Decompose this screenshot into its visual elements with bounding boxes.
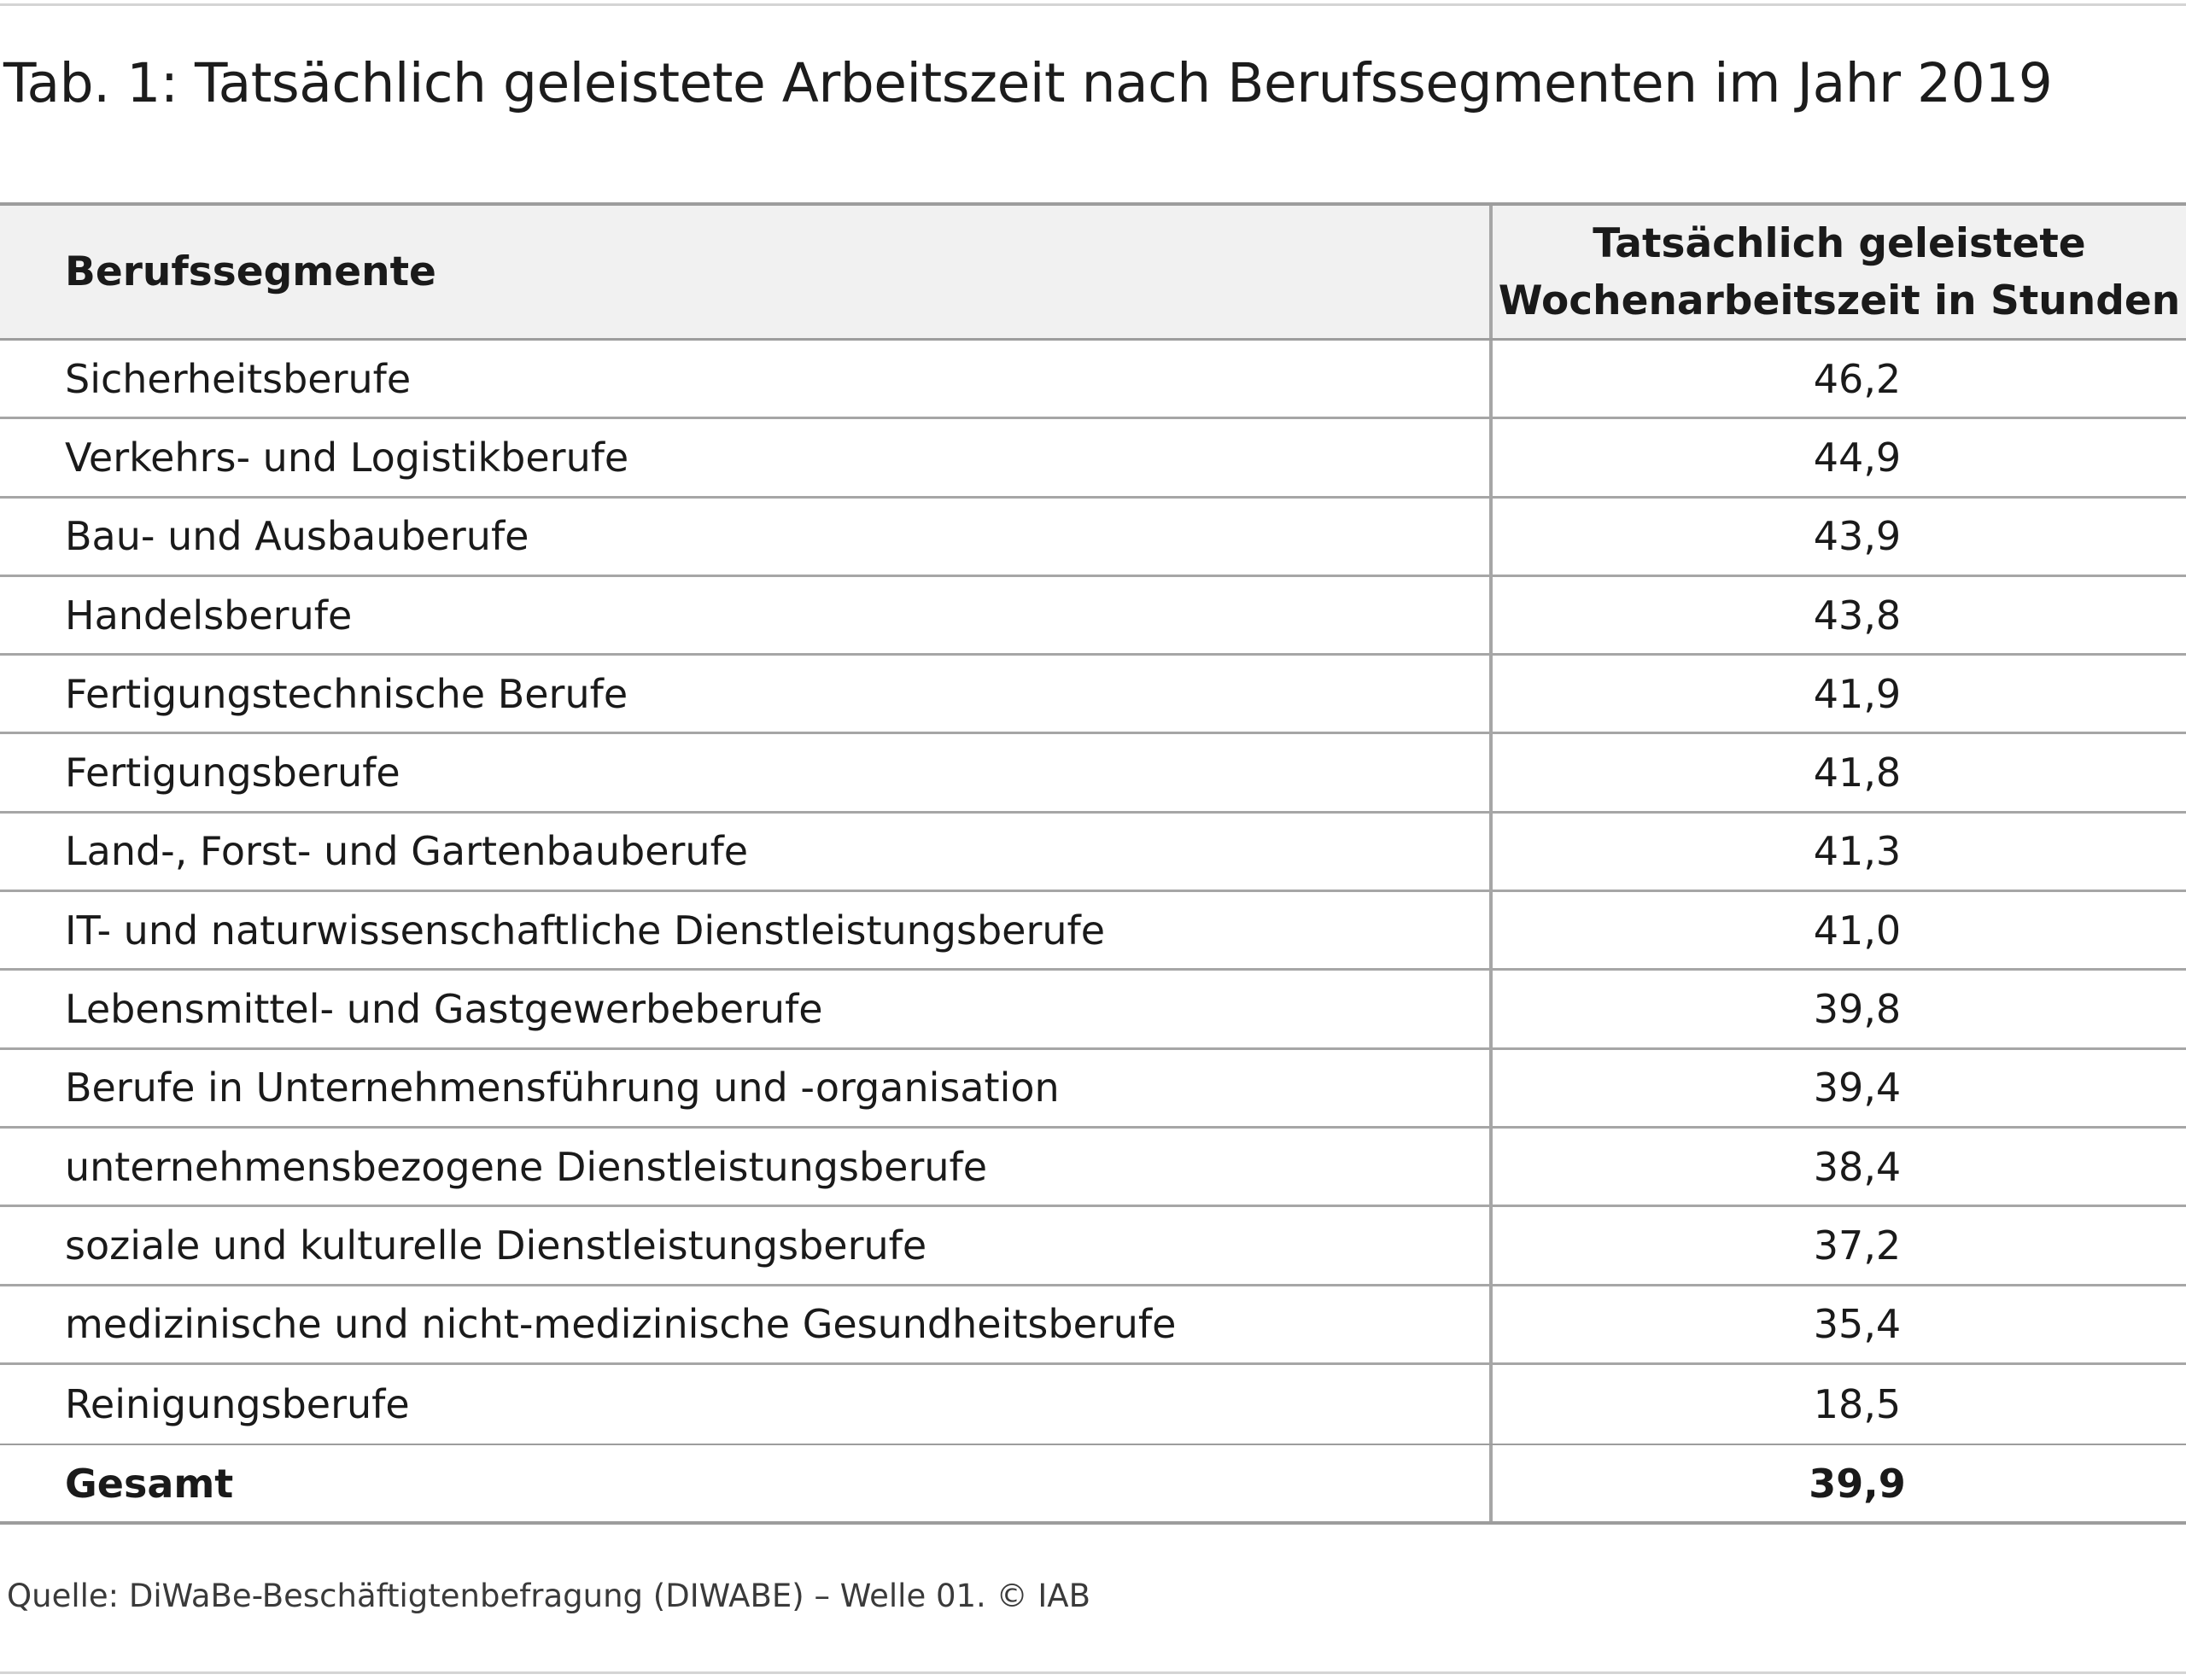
row-label: Berufe in Unternehmensführung und -organisation — [0, 1050, 1493, 1126]
table-row — [0, 1050, 2186, 1129]
total-value: 39,9 — [1809, 1460, 1906, 1507]
column-header-hours — [1493, 206, 2186, 338]
row-label: Reinigungsberufe — [0, 1365, 1493, 1444]
bottom-divider — [0, 1671, 2186, 1674]
row-value: 35,4 — [1813, 1301, 1902, 1348]
table-row — [0, 734, 2186, 813]
table-row — [0, 419, 2186, 498]
table-total-row — [0, 1444, 2186, 1521]
table-row — [0, 971, 2186, 1049]
row-label: Sicherheitsberufe — [0, 341, 1493, 417]
row-label: Verkehrs- und Logistikberufe — [0, 419, 1493, 495]
row-value: 41,9 — [1813, 670, 1902, 717]
top-divider — [0, 3, 2186, 6]
table-row — [0, 814, 2186, 892]
table-row — [0, 577, 2186, 656]
table-row — [0, 1365, 2186, 1444]
row-label: Fertigungstechnische Berufe — [0, 656, 1493, 732]
row-label: medizinische und nicht-medizinische Gesundheitsberufe — [0, 1286, 1493, 1362]
row-value: 41,0 — [1813, 907, 1902, 954]
row-label: soziale und kulturelle Dienstleistungsberufe — [0, 1207, 1493, 1283]
row-value: 18,5 — [1813, 1381, 1902, 1427]
column-header-hours-line1: Tatsächlich geleistete — [1593, 219, 2086, 267]
table-body — [0, 341, 2186, 1444]
row-label: Handelsberufe — [0, 577, 1493, 653]
column-header-hours-line2: Wochenarbeitszeit in Stunden — [1498, 277, 2181, 324]
table-row — [0, 892, 2186, 971]
row-label: IT- und naturwissenschaftliche Dienstleistungsberufe — [0, 892, 1493, 968]
table-row — [0, 1286, 2186, 1365]
row-value: 43,8 — [1813, 592, 1902, 639]
total-label: Gesamt — [0, 1445, 1493, 1521]
row-value: 44,9 — [1813, 434, 1902, 481]
row-value: 41,3 — [1813, 828, 1902, 875]
row-label: unternehmensbezogene Dienstleistungsberufe — [0, 1129, 1493, 1205]
table-row — [0, 656, 2186, 734]
row-value: 43,9 — [1813, 513, 1902, 560]
data-table — [0, 202, 2186, 1525]
row-label: Fertigungsberufe — [0, 734, 1493, 810]
row-value: 39,8 — [1813, 986, 1902, 1033]
table-row — [0, 499, 2186, 577]
column-header-segments: Berufssegmente — [0, 206, 1493, 338]
table-row — [0, 341, 2186, 419]
row-value: 37,2 — [1813, 1222, 1902, 1269]
row-label: Bau- und Ausbauberufe — [0, 499, 1493, 575]
row-label: Lebensmittel- und Gastgewerbeberufe — [0, 971, 1493, 1047]
row-label: Land-, Forst- und Gartenbauberufe — [0, 814, 1493, 890]
row-value: 38,4 — [1813, 1143, 1902, 1190]
table-title: Tab. 1: Tatsächlich geleistete Arbeitszeit nach Berufssegmenten im Jahr 2019 — [3, 52, 2053, 114]
row-value: 39,4 — [1813, 1065, 1902, 1111]
row-value: 46,2 — [1813, 355, 1902, 402]
source-note: Quelle: DiWaBe-Beschäftigtenbefragung (DIWABE) – Welle 01. © IAB — [7, 1578, 1090, 1614]
table-header-row — [0, 206, 2186, 341]
row-value: 41,8 — [1813, 750, 1902, 796]
table-row — [0, 1207, 2186, 1286]
table-row — [0, 1129, 2186, 1207]
